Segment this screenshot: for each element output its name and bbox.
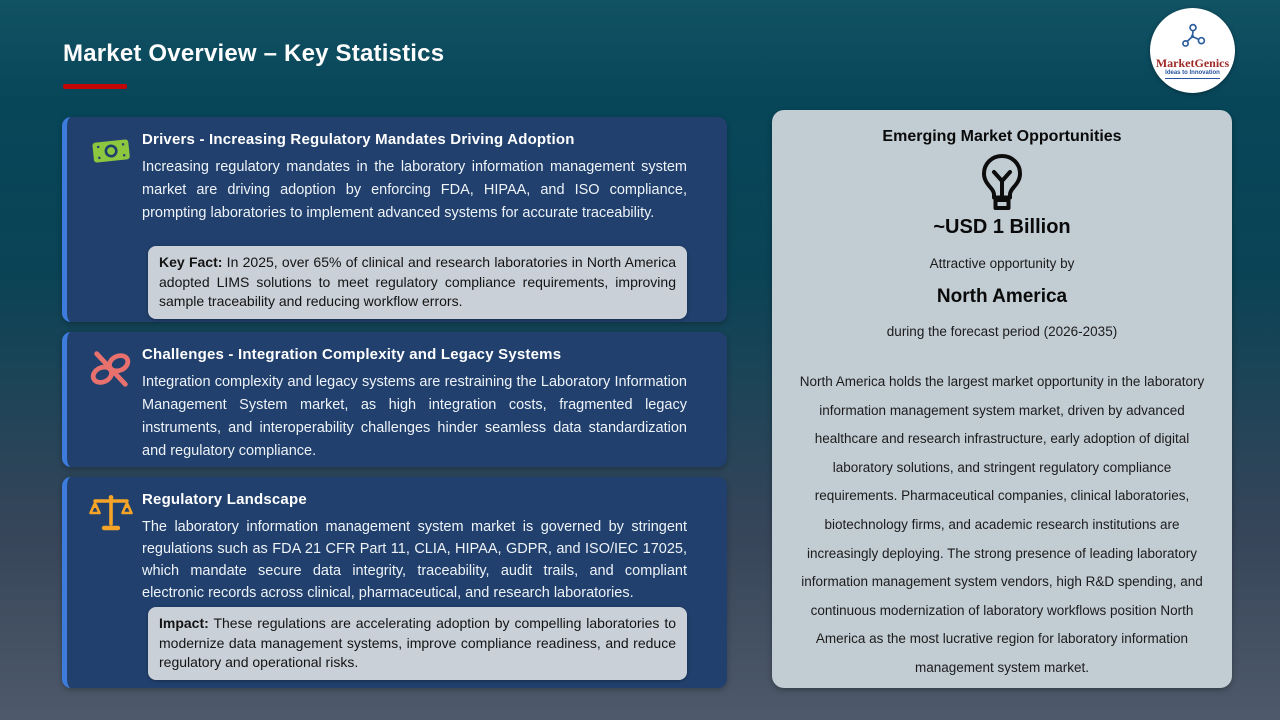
- card-heading: Regulatory Landscape: [142, 491, 307, 508]
- card-heading: Challenges - Integration Complexity and Legacy Systems: [142, 346, 562, 363]
- logo-tagline: Ideas to Innovation: [1165, 69, 1220, 79]
- page-title: Market Overview – Key Statistics: [63, 40, 445, 67]
- opportunity-subtitle: Attractive opportunity by: [929, 256, 1075, 271]
- card-body: Increasing regulatory mandates in the laboratory information management system market are driving adoption by enforcing FDA, HIPAA, and ISO compliance, prompting laboratories to implement advanced systems for accurate traceability.: [142, 159, 687, 221]
- lightbulb-icon: [789, 153, 1215, 218]
- opportunity-description: North America holds the largest market opportunity in the laboratory information management system market, driven by advanced healthcare and research infrastructure, early adoption of digital laboratory solutions, and stringent regulatory compliance requirements. Pharmaceutical companies, clinical laboratories, biotechnology firms, and academic research institutions are increasingly deploying. The strong presence of leading laboratory information management system vendors, high R&D spending, and continuous modernization of laboratory workflows position North America as the most lucrative region for laboratory information management system market.: [799, 374, 1205, 675]
- broken-link-icon: [89, 347, 133, 391]
- callout-text: In 2025, over 65% of clinical and research laboratories in North America adopted LIMS solutions to meet regulatory compliance requirements, improving sample traceability and reducing workflow errors.: [159, 254, 676, 309]
- callout-label: Impact:: [159, 615, 209, 631]
- scales-of-justice-icon: [89, 492, 133, 536]
- panel-title: Emerging Market Opportunities: [882, 128, 1122, 145]
- opportunity-period: during the forecast period (2026-2035): [886, 324, 1118, 339]
- key-fact-callout: [148, 246, 687, 319]
- card-heading: Drivers - Increasing Regulatory Mandates Driving Adoption: [142, 131, 575, 148]
- opportunity-panel: [772, 110, 1232, 688]
- card-body: Integration complexity and legacy systems are restraining the Laboratory Information Management System market, as high integration costs, fragmented legacy instruments, and interoperability challenges hinder seamless data standardization and regulatory compliance.: [142, 374, 687, 459]
- money-banknote-icon: [89, 132, 133, 176]
- card-body: The laboratory information management system market is governed by stringent regulations such as FDA 21 CFR Part 11, CLIA, HIPAA, GDPR, and ISO/IEC 17025, which mandate secure data integrity, traceability, audit trails, and compliant electronic records across clinical, pharmaceutical, and research laboratories.: [142, 519, 687, 601]
- callout-label: Key Fact:: [159, 254, 223, 270]
- opportunity-value: ~USD 1 Billion: [933, 216, 1071, 238]
- opportunity-region: North America: [936, 286, 1068, 307]
- impact-callout: [148, 607, 687, 680]
- callout-text: These regulations are accelerating adoption by compelling laboratories to modernize data management systems, improve compliance readiness, and reduce regulatory and operational risks.: [159, 615, 676, 670]
- title-underline: [63, 84, 127, 89]
- logo-name: MarketGenics: [1155, 56, 1230, 70]
- regulatory-card: [62, 477, 727, 688]
- company-logo: [1150, 8, 1235, 93]
- drivers-card: [62, 117, 727, 322]
- molecule-network-icon: [1179, 22, 1207, 55]
- challenges-card: [62, 332, 727, 467]
